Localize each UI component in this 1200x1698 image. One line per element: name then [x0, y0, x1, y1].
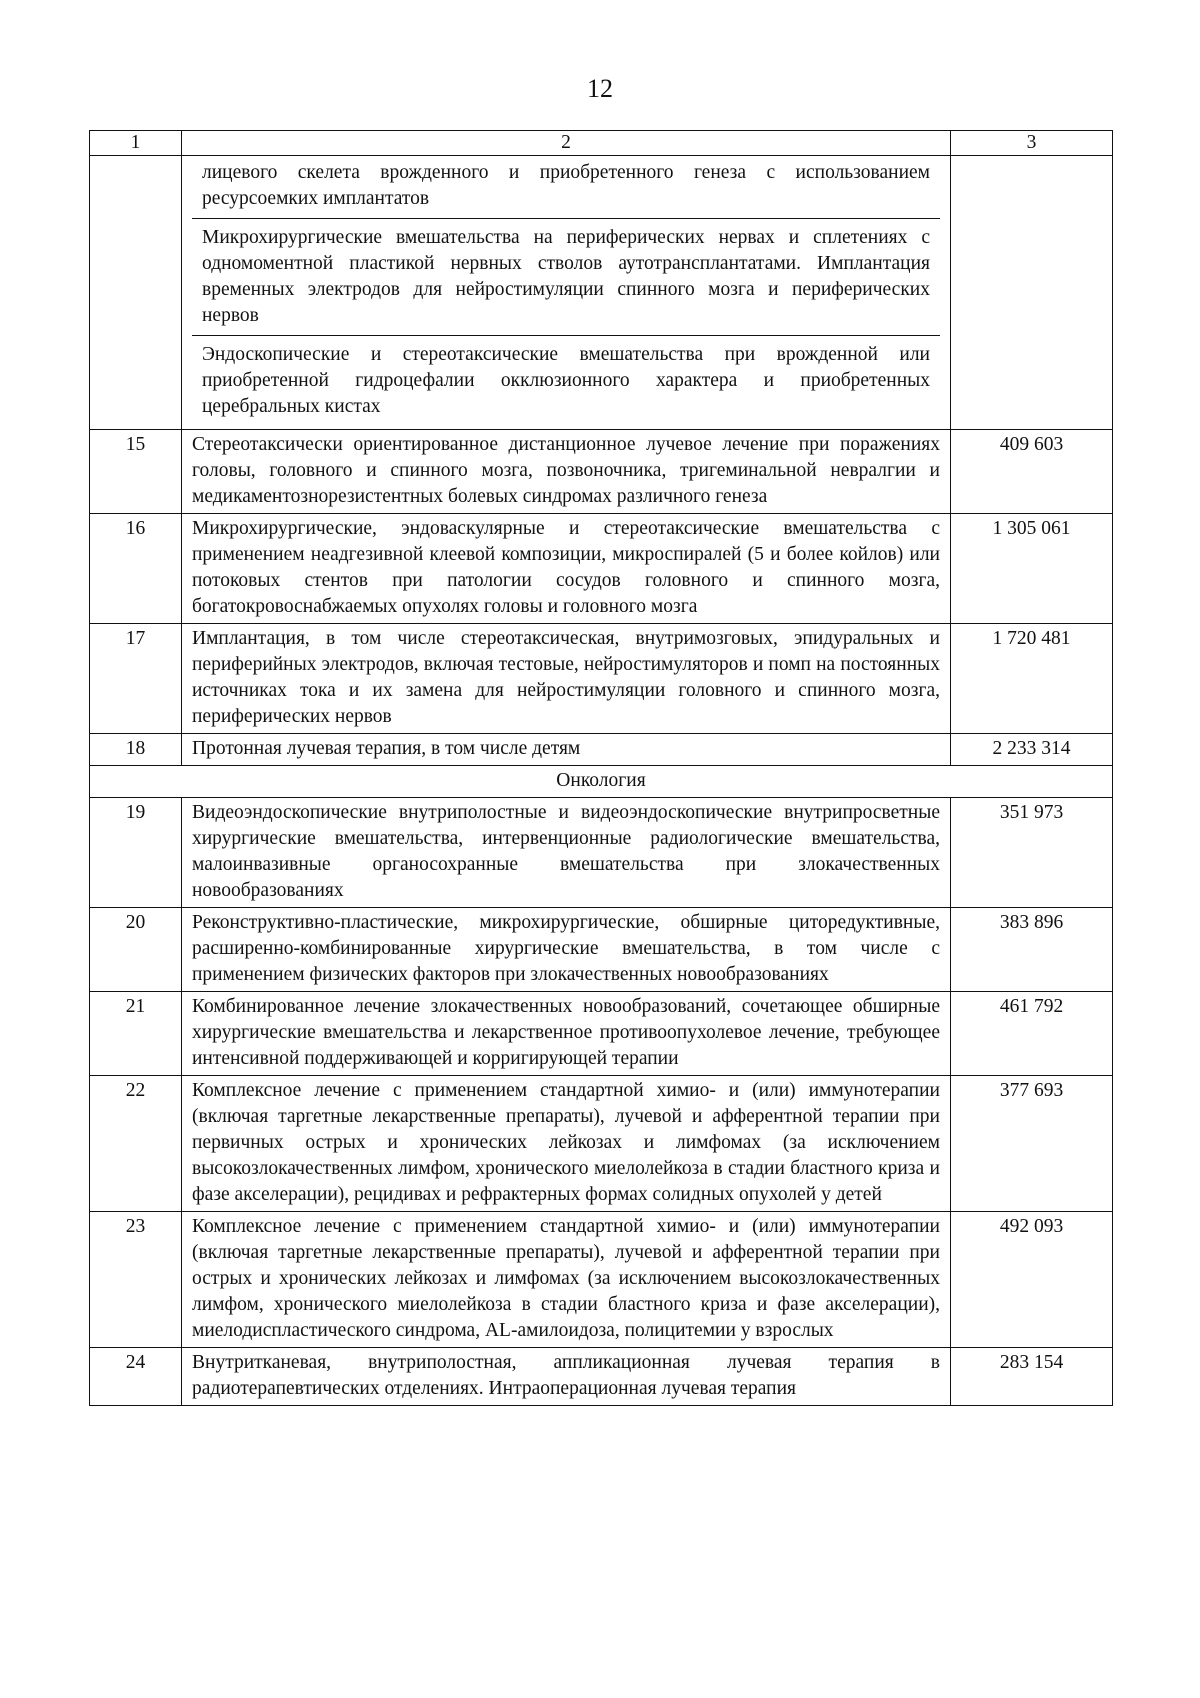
row-value-cell [951, 156, 1113, 430]
column-header-2: 2 [182, 131, 951, 156]
table-header-row [90, 131, 1113, 156]
row-value: 377 693 [951, 1076, 1113, 1212]
row-value: 283 154 [951, 1348, 1113, 1406]
table-row-continuation [90, 156, 1113, 430]
row-value: 2 233 314 [951, 734, 1113, 766]
row-description: Комбинированное лечение злокачественных новообразований, сочетающее обширные хирургические вмешательства и лекарственное противоопухолевое лечение, требующее интенсивной поддерживающей и корригирующей терапии [182, 992, 951, 1076]
row-number: 22 [90, 1076, 182, 1212]
row-number: 21 [90, 992, 182, 1076]
column-header-1: 1 [90, 131, 182, 156]
row-value: 383 896 [951, 908, 1113, 992]
row-value: 461 792 [951, 992, 1113, 1076]
row-description: Имплантация, в том числе стереотаксическая, внутримозговых, эпидуральных и периферийных электродов, включая тестовые, нейростимуляторов и помп на постоянных источниках тока и их замена для нейростимуляции головного и спинного мозга, периферических нервов [182, 624, 951, 734]
table-row [90, 1076, 1113, 1212]
table-row [90, 1212, 1113, 1348]
row-description: Комплексное лечение с применением стандартной химио- и (или) иммунотерапии (включая таргетные лекарственные препараты), лучевой и афферентной терапии при первичных острых и хронических лейкозах и лимфомах (за исключением высокозлокачественных лимфом, хронического миелолейкоза в стадии бластного криза и фазе акселерации), рецидивах и рефрактерных формах солидных опухолей у детей [182, 1076, 951, 1212]
row-description: Видеоэндоскопические внутриполостные и видеоэндоскопические внутрипросветные хирургические вмешательства, интервенционные радиологические вмешательства, малоинвазивные органосохранные вмешательства при злокачественных новообразованиях [182, 798, 951, 908]
table-row [90, 430, 1113, 514]
services-table [89, 130, 1113, 1406]
column-header-3: 3 [951, 131, 1113, 156]
table-row [90, 734, 1113, 766]
row-description: Стереотаксически ориентированное дистанционное лучевое лечение при поражениях головы, головного и спинного мозга, позвоночника, тригеминальной невралгии и медикаментознорезистентных болевых синдромах различного генеза [182, 430, 951, 514]
row-number: 24 [90, 1348, 182, 1406]
page-number: 12 [587, 74, 613, 103]
row-description: Внутритканевая, внутриполостная, аппликационная лучевая терапия в радиотерапевтических отделениях. Интраоперационная лучевая терапия [182, 1348, 951, 1406]
table-row [90, 798, 1113, 908]
row-value: 1 720 481 [951, 624, 1113, 734]
description-part: Эндоскопические и стереотаксические вмешательства при врожденной или приобретенной гидроцефалии окклюзионного характера и приобретенных церебральных кистах [192, 335, 940, 426]
row-number: 17 [90, 624, 182, 734]
row-number: 23 [90, 1212, 182, 1348]
row-description: Микрохирургические, эндоваскулярные и стереотаксические вмешательства с применением неадгезивной клеевой композиции, микроспиралей (5 и более койлов) или потоковых стентов при патологии сосудов головного и спинного мозга, богатокровоснабжаемых опухолях головы и головного мозга [182, 514, 951, 624]
description-part: Микрохирургические вмешательства на периферических нервах и сплетениях с одномоментной пластикой нервных стволов аутотрансплантатами. Имплантация временных электродов для нейростимуляции спинного мозга и периферических нервов [192, 218, 940, 335]
row-description-cell [182, 156, 951, 430]
row-value: 409 603 [951, 430, 1113, 514]
table-row [90, 908, 1113, 992]
table-row [90, 624, 1113, 734]
table-row [90, 992, 1113, 1076]
row-value: 1 305 061 [951, 514, 1113, 624]
row-description: Реконструктивно-пластические, микрохирургические, обширные циторедуктивные, расширенно-комбинированные хирургические вмешательства, в том числе с применением физических факторов при злокачественных новообразованиях [182, 908, 951, 992]
section-title: Онкология [90, 766, 1113, 798]
description-part: лицевого скелета врожденного и приобретенного генеза с использованием ресурсоемких имплантатов [202, 162, 930, 209]
row-value: 492 093 [951, 1212, 1113, 1348]
table-row [90, 1348, 1113, 1406]
row-description: Комплексное лечение с применением стандартной химио- и (или) иммунотерапии (включая таргетные лекарственные препараты), лучевой и афферентной терапии при острых и хронических лейкозах и лимфомах (за исключением высокозлокачественных лимфом, хронического миелолейкоза в стадии бластного криза и фазе акселерации), миелодиспластического синдрома, AL-амилоидоза, полицитемии у взрослых [182, 1212, 951, 1348]
row-description: Протонная лучевая терапия, в том числе детям [182, 734, 951, 766]
row-number-cell [90, 156, 182, 430]
row-number: 16 [90, 514, 182, 624]
table-row [90, 514, 1113, 624]
row-value: 351 973 [951, 798, 1113, 908]
row-number: 19 [90, 798, 182, 908]
section-row [90, 766, 1113, 798]
row-number: 20 [90, 908, 182, 992]
row-number: 15 [90, 430, 182, 514]
row-number: 18 [90, 734, 182, 766]
